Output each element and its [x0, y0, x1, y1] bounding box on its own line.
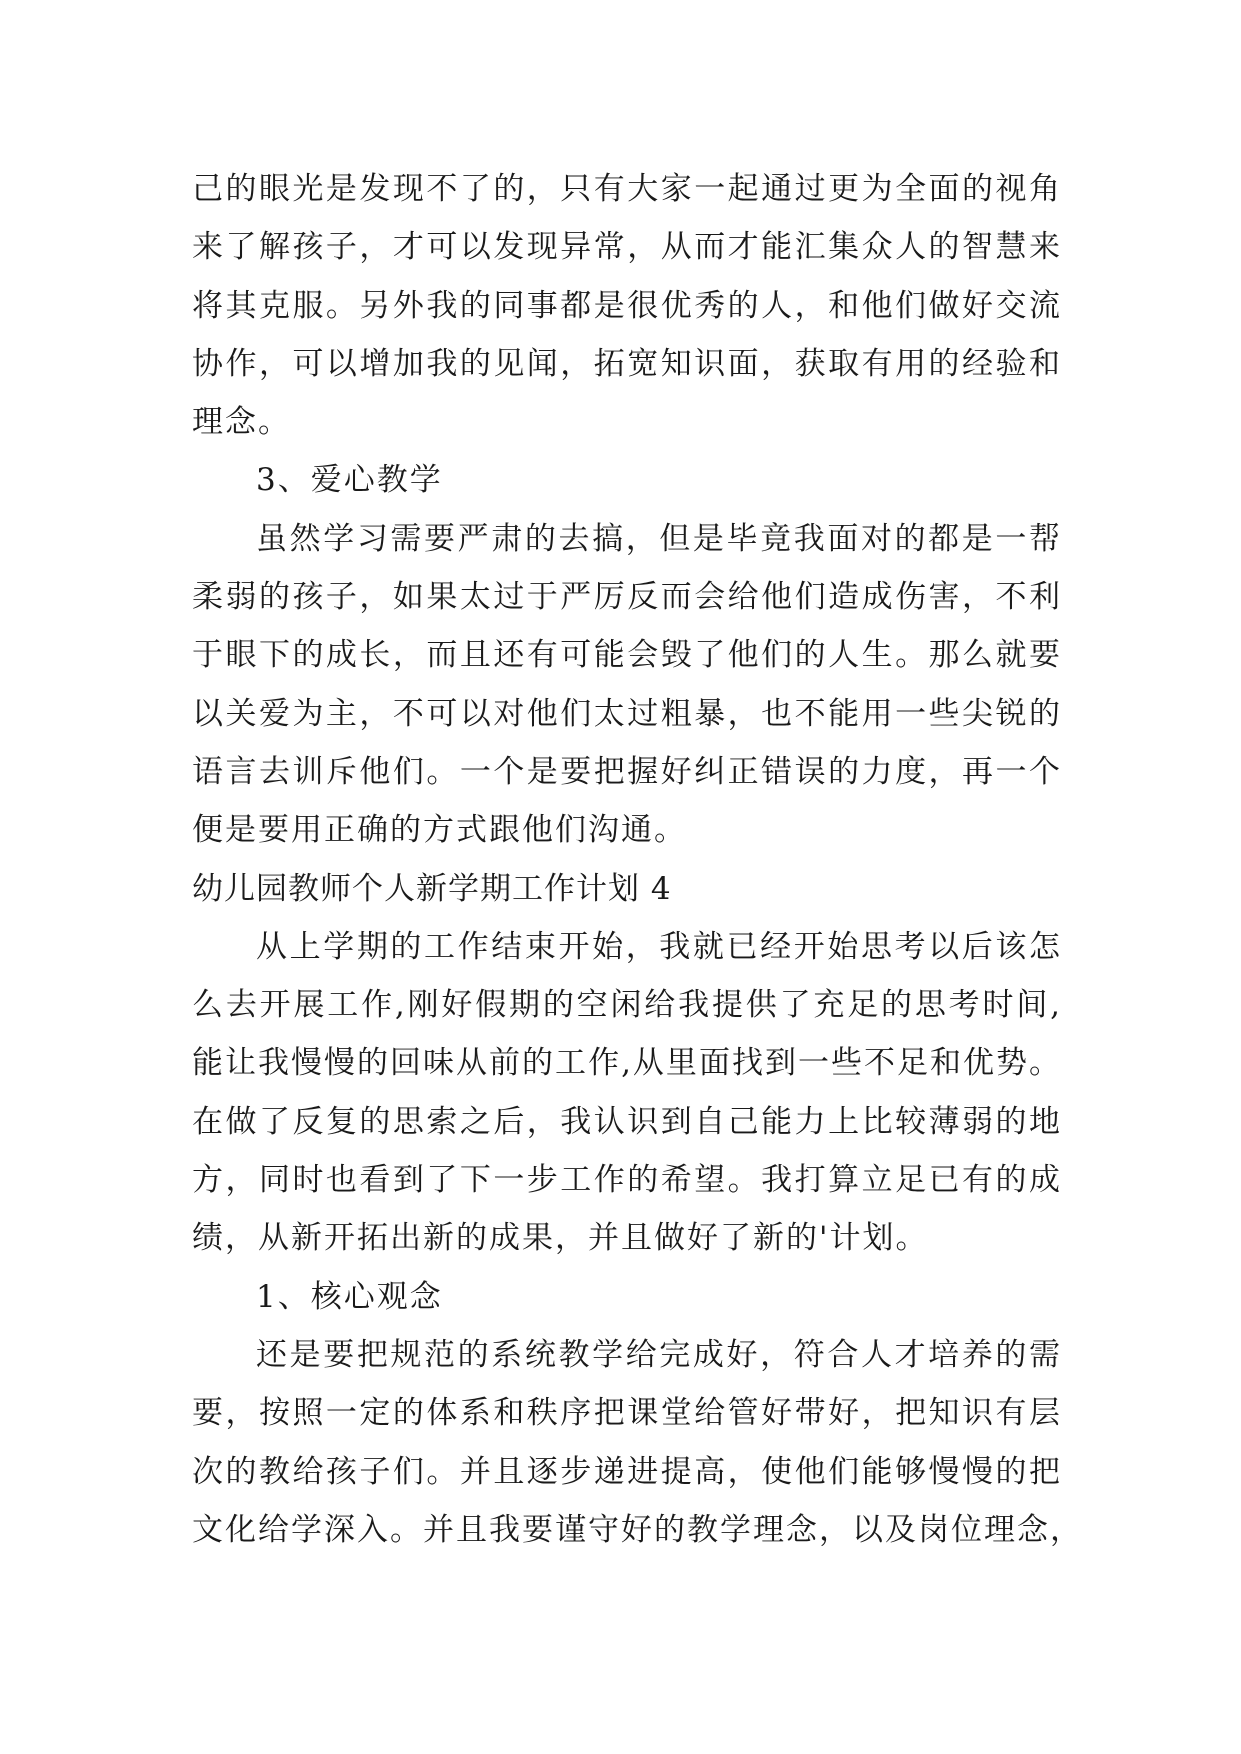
section-heading: 1、核心观念	[256, 1278, 443, 1315]
document-section-title: 幼儿园教师个人新学期工作计划 4	[192, 870, 672, 907]
paragraph-line: 次的教给孩子们。并且逐步递进提高，使他们能够慢慢的把	[192, 1453, 1062, 1490]
paragraph-line: 要，按照一定的体系和秩序把课堂给管好带好，把知识有层	[192, 1395, 1062, 1432]
paragraph-line: 文化给学深入。并且我要谨守好的教学理念，以及岗位理念，	[192, 1511, 1083, 1548]
paragraph-line: 么去开展工作,刚好假期的空闲给我提供了充足的思考时间,	[192, 987, 1062, 1024]
paragraph-line: 将其克服。另外我的同事都是很优秀的人，和他们做好交流	[192, 287, 1062, 324]
paragraph-line: 虽然学习需要严肃的去搞，但是毕竟我面对的都是一帮	[256, 520, 1062, 557]
paragraph-line: 便是要用正确的方式跟他们沟通。	[192, 812, 687, 849]
paragraph-line: 在做了反复的思索之后，我认识到自己能力上比较薄弱的地	[192, 1103, 1062, 1140]
paragraph-line: 理念。	[192, 404, 291, 441]
paragraph-line: 于眼下的成长，而且还有可能会毁了他们的人生。那么就要	[192, 637, 1062, 674]
paragraph-line: 还是要把规范的系统教学给完成好，符合人才培养的需	[256, 1336, 1062, 1373]
paragraph-line: 能让我慢慢的回味从前的工作,从里面找到一些不足和优势。	[192, 1045, 1062, 1082]
paragraph-line: 语言去训斥他们。一个是要把握好纠正错误的力度，再一个	[192, 753, 1062, 790]
paragraph-line: 以关爱为主，不可以对他们太过粗暴，也不能用一些尖锐的	[192, 695, 1062, 732]
paragraph-line: 协作，可以增加我的见闻，拓宽知识面，获取有用的经验和	[192, 345, 1062, 382]
paragraph-line: 来了解孩子，才可以发现异常，从而才能汇集众人的智慧来	[192, 229, 1062, 266]
paragraph-line: 绩，从新开拓出新的成果，并且做好了新的'计划。	[192, 1220, 929, 1257]
document-body	[192, 160, 1083, 1559]
paragraph-line: 从上学期的工作结束开始，我就已经开始思考以后该怎	[256, 928, 1062, 965]
paragraph-line: 己的眼光是发现不了的，只有大家一起通过更为全面的视角	[192, 171, 1062, 207]
paragraph-line: 方，同时也看到了下一步工作的希望。我打算立足已有的成	[192, 1162, 1062, 1199]
paragraph-line: 柔弱的孩子，如果太过于严厉反而会给他们造成伤害，不利	[192, 579, 1062, 616]
section-heading: 3、爱心教学	[256, 462, 443, 499]
